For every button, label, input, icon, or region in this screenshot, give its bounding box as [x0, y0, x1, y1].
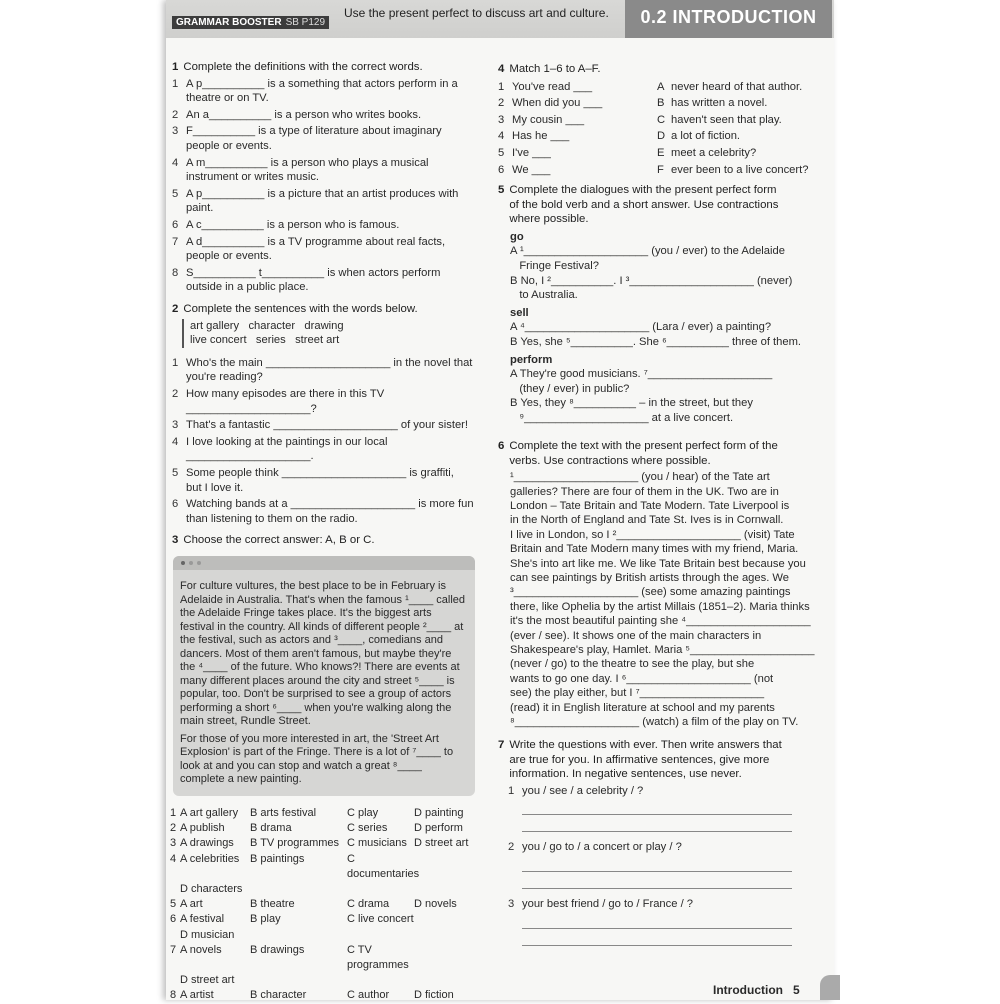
match-cell: My cousin ___: [512, 113, 585, 126]
text-line: (ever / see). It shows one of the main characters in: [510, 629, 762, 642]
page-edge-tab: [820, 975, 840, 1000]
item-line: A d__________ is a TV programme about real facts,: [186, 235, 446, 248]
page-footer: Introduction 5: [713, 983, 800, 997]
option-row: [170, 882, 484, 897]
match-cell: 6: [498, 163, 505, 176]
option-cell: D novels: [414, 898, 457, 911]
option-cell: A artist: [180, 989, 214, 1002]
option-cell: [170, 973, 180, 988]
option-cell: [347, 882, 414, 897]
item-line: An a__________ is a person who writes books.: [186, 108, 422, 121]
item-text: [186, 187, 458, 216]
item-line: I love looking at the paintings in our local: [186, 435, 388, 448]
text-line: see) the play either, but I ⁷____________________: [510, 687, 765, 700]
text-line: I live in London, so I ²____________________ (visit) Tate: [510, 528, 795, 541]
item-number: 5: [172, 466, 179, 479]
exercise-1: 1 Complete the definitions with the correct words. 1 A p__________ is a something that actors perform in a theatre or on TV. 2 An a__________ is a person who writes books. 3 F__________ is a type of literature about imaginary people or events. 4 A m__________ is a person who plays a musical instrument or writes music. 5 A p__________ is a picture that an artist produces with paint. 6 A c__________ is a person who is famous. 7 A d__________ is a TV programme about real facts, people or events. 8 S__________ t__________ is when actors perform outside in a public place.: [172, 60, 482, 297]
item-line: S__________ t__________ is when actors perform: [186, 266, 441, 279]
exercise-6: 6 Complete the text with the present perfect form of the verbs. Use contractions where possible. ¹____________________ (you / hear) of the Tate art galleries? There are four of them in the UK. Two are in London – Tate Britain and Tate Modern. Tate Liverpool is in the North of England and Tate St. Ives is in Cornwall. I live in London, so I ²____________________ (visit) Tate Britain and Tate Modern many times with my friend, Maria. She's into art like me. We like Tate Britain best because you can see paintings by British artists through the ages. We ³____________________ (see) some amazing paintings there, like Ophelia by the artist Millais (1851–2). Maria thinks it's the most beautiful painting she ⁴____________________ (ever / see). It shows one of the main characters in Shakespeare's play, Hamlet. Maria ⁵____________________ (never / go) to the theatre to see the play, but she wants to go one day. I ⁶____________________ (not see) the play either, but I ⁷____________________ (read) it in English literature at school and my parents ⁸____________________ (watch) a film of the play on TV.: [498, 439, 818, 730]
verb-label: go: [510, 230, 524, 243]
option-cell: [347, 928, 414, 943]
option-cell: [414, 882, 484, 897]
reading-text-box: For culture vultures, the best place to be in February is Adelaide in Australia. That's when the famous ¹____ called the Adelaide Fringe takes place. It's the biggest arts festival in the country. All kinds of different people ²____ at the festival, such as actors and ³____, comedians and dancers. Most of them aren't famous, but maybe they're the ⁴____ of the future. Who knows?! There are events at many different places around the city and street ⁵____ is popular, too. Don't be surprised to see a group of actors performing a short ⁶____ when you're walking along the main street, Rundle Street. For those of you more interested in art, the 'Street Art Explosion' is part of the Fringe. There is a lot of ⁷____ to look at and you can stop and watch a great ⁸____ complete a new painting.: [173, 556, 475, 796]
list-item: [172, 77, 482, 106]
text-line: (read) it in English literature at school and my parents: [510, 701, 775, 714]
item-number: 6: [172, 218, 179, 231]
text-line: Shakespeare's play, Hamlet. Maria ⁵____________________: [510, 644, 815, 657]
option-row: [170, 806, 484, 821]
option-cell: B TV programmes: [250, 837, 340, 850]
text-line: (never / go) to the theatre to see the play, but she: [510, 658, 755, 671]
text-line: Britain and Tate Modern many times with my friend, Maria.: [510, 543, 799, 556]
match-cell: D: [657, 130, 666, 143]
match-cell: A: [657, 80, 665, 93]
option-cell: 1: [170, 807, 177, 819]
item-number: 4: [172, 156, 179, 169]
answer-line[interactable]: [522, 817, 792, 832]
item-line: but I love it.: [186, 481, 244, 494]
exercise-4: 4 Match 1–6 to A–F. 1 You've read ___ A never heard of that author. 2 When did you ___ B has written a novel. 3 My cousin ___ C haven't seen that play. 4 Has he ___ D a lot of fiction. 5 I've ___ E meet a celebrity? 6 We ___ F ever been to a live concert?: [498, 62, 818, 178]
option-cell: 5: [170, 898, 177, 911]
item-line: ____________________.: [186, 450, 314, 463]
item-number: 3: [172, 419, 179, 432]
item-text: [186, 497, 474, 526]
answer-line[interactable]: [522, 914, 792, 929]
dialogue-line: A ¹____________________ (you / ever) to the Adelaide: [510, 245, 785, 258]
option-row: [170, 943, 484, 973]
option-row: [170, 836, 484, 851]
option-cell: D painting: [414, 807, 464, 819]
dialogue-line: A ⁴____________________ (Lara / ever) a painting?: [510, 321, 772, 334]
text-line: ⁸____________________ (watch) a film of the play on TV.: [510, 716, 799, 729]
option-cell: C author: [347, 989, 390, 1002]
list-item: [172, 187, 482, 216]
list-item: [172, 435, 482, 464]
option-cell: C play: [347, 807, 379, 819]
option-cell: C TV programmes: [347, 943, 409, 972]
option-cell: A festival: [180, 913, 225, 926]
item-number: 7: [172, 235, 179, 248]
text-line: galleries? There are four of them in the UK. Two are in: [510, 485, 779, 498]
match-cell: haven't seen that play.: [671, 113, 782, 126]
item-number: 1: [172, 77, 179, 90]
list-item: [172, 218, 482, 233]
option-cell: C live concert: [347, 913, 414, 926]
match-cell: 5: [498, 146, 505, 159]
option-cell: A novels: [180, 943, 222, 956]
option-row: [170, 821, 484, 836]
grammar-booster-label: GRAMMAR BOOSTER SB P129: [172, 16, 329, 29]
item-number: 2: [172, 108, 179, 121]
text-line: can see paintings by British artists through the ages. We: [510, 572, 790, 585]
item-line: people or events.: [186, 139, 272, 152]
item-line: Watching bands at a ____________________ is more fun: [186, 498, 474, 511]
option-cell: [250, 928, 347, 943]
item-line: A c__________ is a person who is famous.: [186, 218, 400, 231]
item-text: [186, 466, 454, 495]
answer-options: [170, 806, 484, 1004]
option-cell: B drawings: [250, 943, 305, 956]
option-cell: D street art: [414, 837, 469, 850]
option-cell: 7: [170, 943, 177, 956]
answer-line[interactable]: [522, 931, 792, 946]
option-cell: B theatre: [250, 898, 295, 911]
option-cell: A celebrities: [180, 852, 240, 865]
text-line: it's the most beautiful painting she ⁴____________________: [510, 615, 811, 628]
option-cell: 2: [170, 822, 177, 835]
question-item: [508, 897, 818, 912]
item-text: [186, 218, 399, 233]
list-item: [172, 124, 482, 153]
match-cell: 3: [498, 113, 505, 126]
text-line: there, like Ophelia by the artist Millais (1851–2). Maria thinks: [510, 600, 810, 613]
text-line: in the North of England and Tate St. Ives is in Cornwall.: [510, 514, 784, 527]
option-cell: A publish: [180, 822, 225, 835]
dialogue-line: (they / ever) in public?: [510, 382, 630, 395]
dialogue-line: B Yes, she ⁵__________. She ⁶__________ three of them.: [510, 335, 802, 348]
option-cell: [250, 882, 347, 897]
item-text: [186, 124, 442, 153]
match-cell: 1: [498, 80, 505, 93]
item-line: paint.: [186, 202, 214, 215]
item-number: 4: [172, 435, 179, 448]
item-number: 3: [508, 897, 515, 910]
option-cell: A art gallery: [180, 807, 239, 819]
question-item: [508, 784, 818, 799]
text-line: London – Tate Britain and Tate Modern. Tate Liverpool is: [510, 500, 790, 512]
dialogue-line: ⁹____________________ at a live concert.: [510, 411, 734, 424]
item-text: [186, 266, 440, 295]
match-cell: C: [657, 113, 666, 126]
text-line: ¹____________________ (you / hear) of the Tate art: [510, 471, 770, 484]
option-cell: [170, 882, 180, 897]
match-cell: 2: [498, 97, 505, 110]
option-cell: 4: [170, 852, 177, 865]
exercise-7: 7 Write the questions with ever. Then write answers that are true for you. In affirmative sentences, give more information. In negative sentences, use never. 1 you / see / a celebrity / ? 2 you / go to / a concert or play / ? 3 your best friend / go to / France / ?: [498, 738, 818, 954]
match-cell: F: [657, 163, 664, 176]
dialogue-line: B Yes, they ⁸__________ – in the street, but they: [510, 397, 753, 410]
answer-line[interactable]: [522, 874, 792, 889]
match-cell: never heard of that author.: [671, 80, 803, 93]
item-number: 2: [172, 387, 179, 400]
text-line: wants to go one day. I ⁶____________________ (not: [510, 672, 774, 685]
option-cell: [414, 973, 484, 988]
option-cell: [414, 928, 484, 943]
answer-line[interactable]: [522, 800, 792, 815]
unit-title: 0.2 INTRODUCTION: [625, 0, 832, 38]
item-text: [186, 77, 458, 106]
match-cell: B: [657, 97, 665, 110]
option-cell: C documentaries: [347, 852, 420, 880]
item-text: [186, 108, 421, 123]
option-cell: [250, 973, 347, 988]
option-cell: 3: [170, 837, 177, 850]
item-text: [186, 156, 429, 185]
option-cell: B character: [250, 989, 307, 1002]
option-cell: D characters: [180, 883, 243, 896]
dialogue-line: to Australia.: [510, 289, 578, 302]
text-line: ³____________________ (see) some amazing paintings: [510, 586, 791, 599]
item-line: theatre or on TV.: [186, 92, 269, 105]
item-text: [186, 235, 445, 264]
dialogue-line: B No, I ²__________. I ³____________________ (never): [510, 274, 793, 287]
list-item: [172, 387, 482, 416]
list-item: [172, 497, 482, 526]
option-cell: C drama: [347, 898, 390, 911]
word-box: art gallery character drawing live concert series street art: [182, 319, 482, 348]
item-text: [186, 387, 384, 416]
option-cell: D street art: [180, 974, 235, 987]
option-cell: [414, 852, 484, 882]
option-row: [170, 912, 484, 927]
item-line: That's a fantastic ____________________ of your sister!: [186, 419, 469, 432]
match-cell: When did you ___: [512, 97, 603, 110]
option-row: [170, 852, 484, 882]
option-cell: B arts festival: [250, 807, 317, 819]
item-line: instrument or writes music.: [186, 171, 320, 184]
list-item: [172, 156, 482, 185]
item-number: 5: [172, 187, 179, 200]
item-text: [186, 418, 468, 433]
list-item: [172, 235, 482, 264]
option-cell: B play: [250, 913, 281, 926]
option-cell: 6: [170, 913, 177, 926]
exercise-5: 5 Complete the dialogues with the present perfect form of the bold verb and a short answer. Use contractions where possible. go A ¹____________________ (you / ever) to the Adelaide Fringe Festival? B No, I ²__________. I ³____________________ (never) to Australia. sell A ⁴____________________ (Lara / ever) a painting? B Yes, she ⁵__________. She ⁶__________ three of them. perform A They're good musicians. ⁷____________________ (they / ever) in public? B Yes, they ⁸__________ – in the street, but they ⁹____________________ at a live concert.: [498, 183, 818, 426]
match-cell: has written a novel.: [671, 97, 768, 110]
option-cell: A art: [180, 898, 203, 911]
item-line: A p__________ is a picture that an artist produces with: [186, 187, 459, 200]
match-cell: I've ___: [512, 146, 551, 159]
match-cell: We ___: [512, 163, 551, 176]
item-line: Who's the main ____________________ in the novel that: [186, 356, 473, 369]
exercise-2: 2 Complete the sentences with the words below. art gallery character drawing live concert series street art 1 Who's the main ____________________ in the novel that you're reading? 2 How many episodes are there in this TV ____________________? 3 That's a fantastic ____________________ of your sister! 4 I love looking at the paintings in our local ____________________. 5 Some people think ____________________ is graffiti, but I love it. 6 Watching bands at a ____________________ is more fun than listening to them on the radio.: [172, 302, 482, 528]
option-cell: [414, 912, 484, 927]
item-line: A m__________ is a person who plays a musical: [186, 156, 429, 169]
item-number: 8: [172, 266, 179, 279]
list-item: [172, 356, 482, 385]
question-item: [508, 840, 818, 855]
item-number: 1: [508, 784, 515, 797]
item-line: people or events.: [186, 250, 272, 263]
verb-label: sell: [510, 306, 529, 319]
item-line: ____________________?: [186, 402, 317, 415]
item-number: 6: [172, 498, 179, 511]
option-cell: [414, 943, 484, 973]
question-prompt: you / go to / a concert or play / ?: [522, 841, 682, 854]
list-item: [172, 108, 482, 123]
match-cell: a lot of fiction.: [671, 130, 741, 143]
option-cell: B paintings: [250, 852, 305, 865]
match-cell: Has he ___: [512, 130, 570, 143]
match-cell: 4: [498, 130, 505, 143]
list-item: [172, 418, 482, 433]
match-cell: meet a celebrity?: [671, 146, 757, 159]
verb-label: perform: [510, 353, 553, 366]
option-row: [170, 973, 484, 988]
option-row: [170, 928, 484, 943]
item-number: 3: [172, 125, 179, 138]
item-line: A p__________ is a something that actors perform in a: [186, 77, 458, 90]
match-cell: E: [657, 146, 665, 159]
option-cell: D fiction: [414, 989, 454, 1002]
item-number: 1: [172, 356, 179, 369]
option-cell: D perform: [414, 822, 463, 835]
item-text: [186, 356, 472, 385]
item-text: [186, 435, 388, 464]
option-cell: [170, 928, 180, 943]
dialogue-line: A They're good musicians. ⁷____________________: [510, 368, 773, 381]
item-line: outside in a public place.: [186, 281, 309, 294]
option-row: [170, 988, 484, 1003]
match-cell: ever been to a live concert?: [671, 163, 809, 176]
item-line: than listening to them on the radio.: [186, 512, 358, 525]
list-item: [172, 466, 482, 495]
dialogue-line: Fringe Festival?: [510, 259, 599, 272]
option-cell: C musicians: [347, 837, 407, 850]
text-line: She's into art like me. We like Tate Britain best because you: [510, 557, 806, 570]
question-prompt: you / see / a celebrity / ?: [522, 784, 644, 797]
match-cell: You've read ___: [512, 80, 593, 93]
option-cell: A drawings: [180, 837, 234, 850]
option-cell: B drama: [250, 822, 292, 835]
exercise-3-heading: 3 Choose the correct answer: A, B or C.: [172, 534, 375, 546]
list-item: [172, 266, 482, 295]
answer-line[interactable]: [522, 857, 792, 872]
option-cell: 8: [170, 989, 177, 1002]
option-row: [170, 897, 484, 912]
option-cell: [347, 973, 414, 988]
item-line: F__________ is a type of literature about imaginary: [186, 125, 442, 138]
lesson-aim: Use the present perfect to discuss art and culture.: [344, 6, 609, 20]
item-line: How many episodes are there in this TV: [186, 387, 385, 400]
option-cell: C series: [347, 822, 388, 835]
item-line: you're reading?: [186, 371, 263, 384]
item-number: 2: [508, 841, 515, 854]
item-line: Some people think ____________________ is graffiti,: [186, 466, 454, 479]
option-cell: D musician: [180, 928, 235, 941]
question-prompt: your best friend / go to / France / ?: [522, 897, 694, 910]
